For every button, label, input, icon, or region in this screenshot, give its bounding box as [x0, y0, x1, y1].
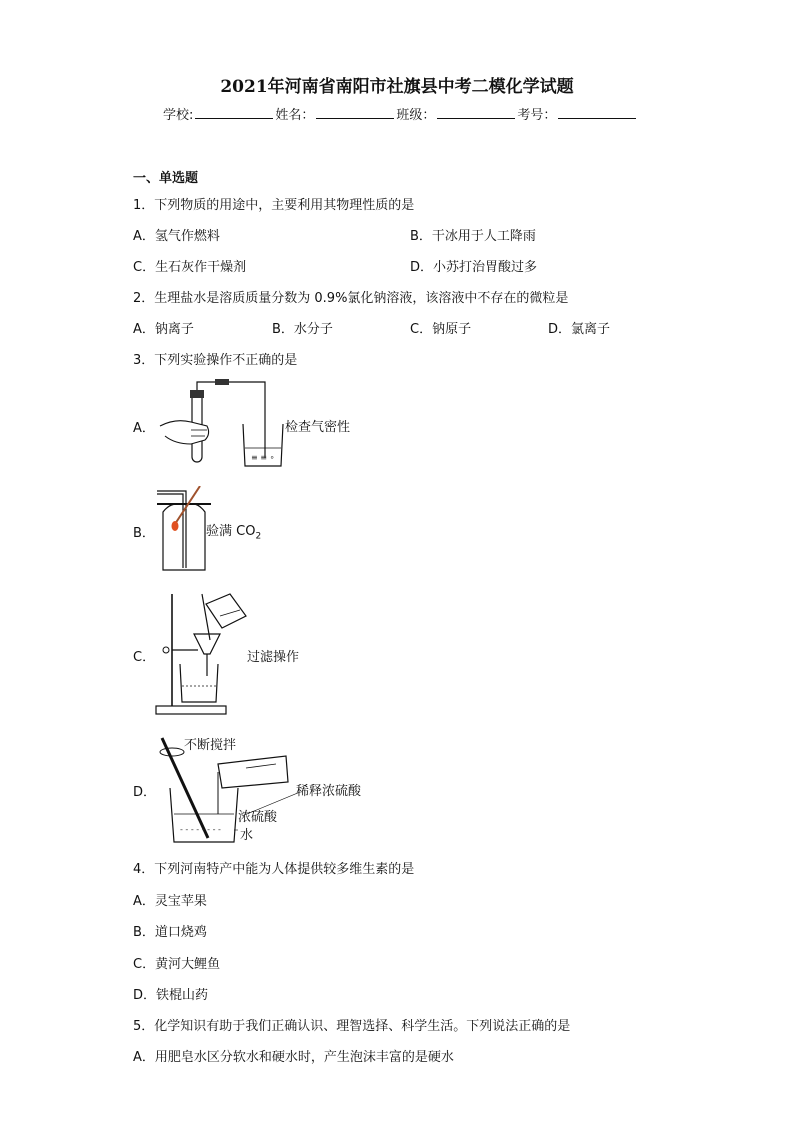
question-5-stem: 5．化学知识有助于我们正确认识、理智选择、科学生活。下列说法正确的是 [133, 1019, 571, 1034]
q4-option-d: D．铁棍山药 [133, 988, 209, 1003]
q1-option-c: C．生石灰作干燥剂 [133, 260, 247, 275]
q2-option-b: B．水分子 [272, 322, 333, 337]
co2-full-test-figure [155, 486, 262, 574]
q1-option-d: D．小苏打治胃酸过多 [410, 260, 538, 275]
q3-d-dilute-label: 稀释浓硫酸 [296, 784, 362, 799]
q3-option-d: D． [133, 785, 157, 800]
q3-b-label-main: 验满 CO [206, 524, 256, 539]
svg-text:- - - - - - - -: - - - - - - - - [180, 825, 221, 834]
q3-d-acid-label: 浓硫酸 [238, 810, 278, 825]
exam-no-label: 考号： [517, 108, 557, 123]
filtration-figure [150, 590, 300, 716]
class-blank [437, 106, 515, 119]
q4-option-c: C．黄河大鲤鱼 [133, 957, 221, 972]
exam-no-blank [558, 106, 636, 119]
q1-option-a: A．氢气作燃料 [133, 229, 220, 244]
class-label: 班级： [396, 108, 436, 123]
q3-option-b: B． [133, 526, 155, 541]
school-label: 学校: [163, 108, 194, 123]
question-4-stem: 4．下列河南特产中能为人体提供较多维生素的是 [133, 862, 415, 877]
section-title: 一、单选题 [133, 171, 199, 186]
q3-option-a: A． [133, 421, 155, 436]
q4-option-b: B．道口烧鸡 [133, 925, 207, 940]
q3-d-stir-label: 不断搅拌 [184, 738, 237, 753]
question-3-stem: 3．下列实验操作不正确的是 [133, 353, 298, 368]
q2-option-a: A．钠离子 [133, 322, 194, 337]
dilute-acid-figure [150, 732, 362, 844]
q3-a-label: 检查气密性 [285, 420, 351, 435]
name-label: 姓名： [275, 108, 315, 123]
name-blank [316, 106, 394, 119]
student-info-line [163, 104, 638, 123]
q3-d-water-label: 水 [240, 828, 254, 843]
question-2-stem: 2．生理盐水是溶质质量分数为 0.9%氯化钠溶液，该溶液中不存在的微粒是 [133, 291, 569, 306]
q3-option-c: C． [133, 650, 156, 665]
q2-option-d: D．氯离子 [548, 322, 611, 337]
q5-option-a: A．用肥皂水区分软水和硬水时，产生泡沫丰富的是硬水 [133, 1050, 454, 1065]
airtight-check-figure [155, 378, 351, 470]
q3-b-label-sub: 2 [255, 531, 262, 542]
svg-text:≡ ≡ ∘: ≡ ≡ ∘ [251, 453, 275, 462]
q1-option-b: B．干冰用于人工降雨 [410, 229, 536, 244]
q3-b-label [206, 520, 261, 542]
q3-c-label: 过滤操作 [247, 650, 300, 665]
question-1-stem: 1．下列物质的用途中，主要利用其物理性质的是 [133, 198, 415, 213]
page-title: 2021年河南省南阳市社旗县中考二模化学试题 [220, 77, 574, 97]
q2-option-c: C．钠原子 [410, 322, 472, 337]
q4-option-a: A．灵宝苹果 [133, 894, 207, 909]
school-blank [195, 106, 273, 119]
